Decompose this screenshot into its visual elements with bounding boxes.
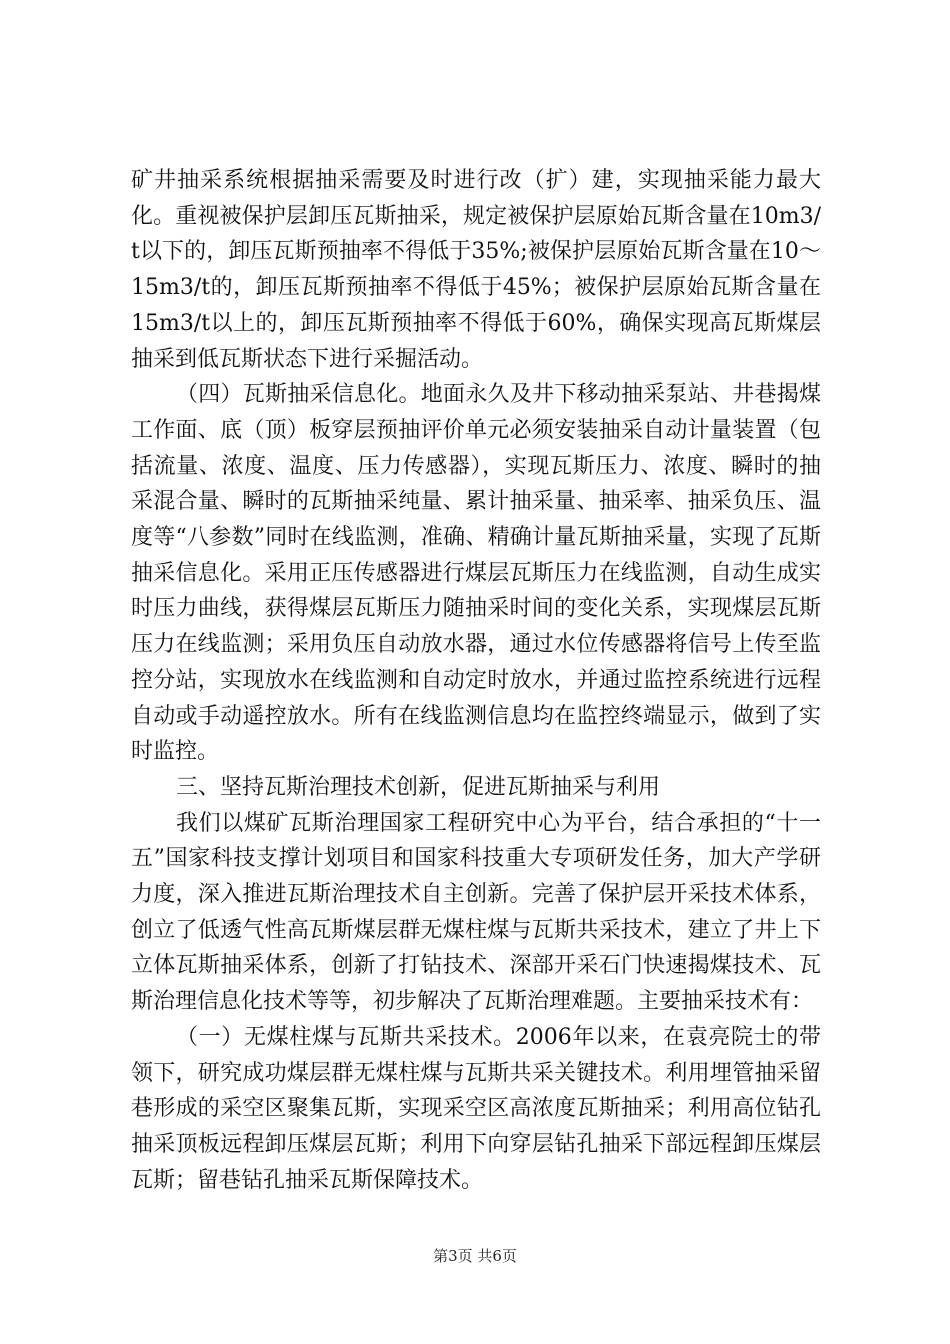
paragraph-tech-innovation: 我们以煤矿瓦斯治理国家工程研究中心为平台，结合承担的“十一五”国家科技支撑计划项目和国家科技重大专项研发任务，加大产学研力度，深入推进瓦斯治理技术自主创新。完善了保护层开采技术体系，创立了低透气性高瓦斯煤层群无煤柱煤与瓦斯共采技术，建立了井上下立体瓦斯抽采体系，创新了打钻技术、深部开采石门快速揭煤技术、瓦斯治理信息化技术等等，初步解决了瓦斯治理难题。主要抽采技术有： (131, 810, 821, 1015)
section-heading: 三、坚持瓦斯治理技术创新，促进瓦斯抽采与利用 (176, 774, 661, 800)
paragraph-coal-gas-coextraction: （一）无煤柱煤与瓦斯共采技术。2006年以来，在袁亮院士的带领下，研究成功煤层群无煤柱煤与瓦斯共采关键技术。利用埋管抽采留巷形成的采空区聚集瓦斯，实现采空区高浓度瓦斯抽采；利用高位钻孔抽采顶板远程卸压煤层瓦斯；利用下向穿层钻孔抽采下部远程卸压煤层瓦斯；留巷钻孔抽采瓦斯保障技术。 (131, 1024, 821, 1193)
paragraph-continuation: 矿井抽采系统根据抽采需要及时进行改（扩）建，实现抽采能力最大化。重视被保护层卸压瓦斯抽采，规定被保护层原始瓦斯含量在10m3/t以下的，卸压瓦斯预抽率不得低于35%;被保护层原始瓦斯含量在10～15m3/t的，卸压瓦斯预抽率不得低于45%；被保护层原始瓦斯含量在15m3/t以上的，卸压瓦斯预抽率不得低于60%，确保实现高瓦斯煤层抽采到低瓦斯状态下进行采掘活动。 (131, 168, 821, 372)
document-body (131, 163, 821, 1198)
paragraph-gas-informatization: （四）瓦斯抽采信息化。地面永久及井下移动抽采泵站、井巷揭煤工作面、底（顶）板穿层预抽评价单元必须安装抽采自动计量装置（包括流量、浓度、温度、压力传感器），实现瓦斯压力、浓度、瞬时的抽采混合量、瞬时的瓦斯抽采纯量、累计抽采量、抽采率、抽采负压、温度等“八参数”同时在线监测，准确、精确计量瓦斯抽采量，实现了瓦斯抽采信息化。采用正压传感器进行煤层瓦斯压力在线监测，自动生成实时压力曲线，获得煤层瓦斯压力随抽采时间的变化关系，实现煤层瓦斯压力在线监测；采用负压自动放水器，通过水位传感器将信号上传至监控分站，实现放水在线监测和自动定时放水，并通过监控系统进行远程自动或手动遥控放水。所有在线监测信息均在监控终端显示，做到了实时监控。 (131, 382, 821, 765)
page-footer: 第3页 共6页 (433, 1247, 517, 1265)
